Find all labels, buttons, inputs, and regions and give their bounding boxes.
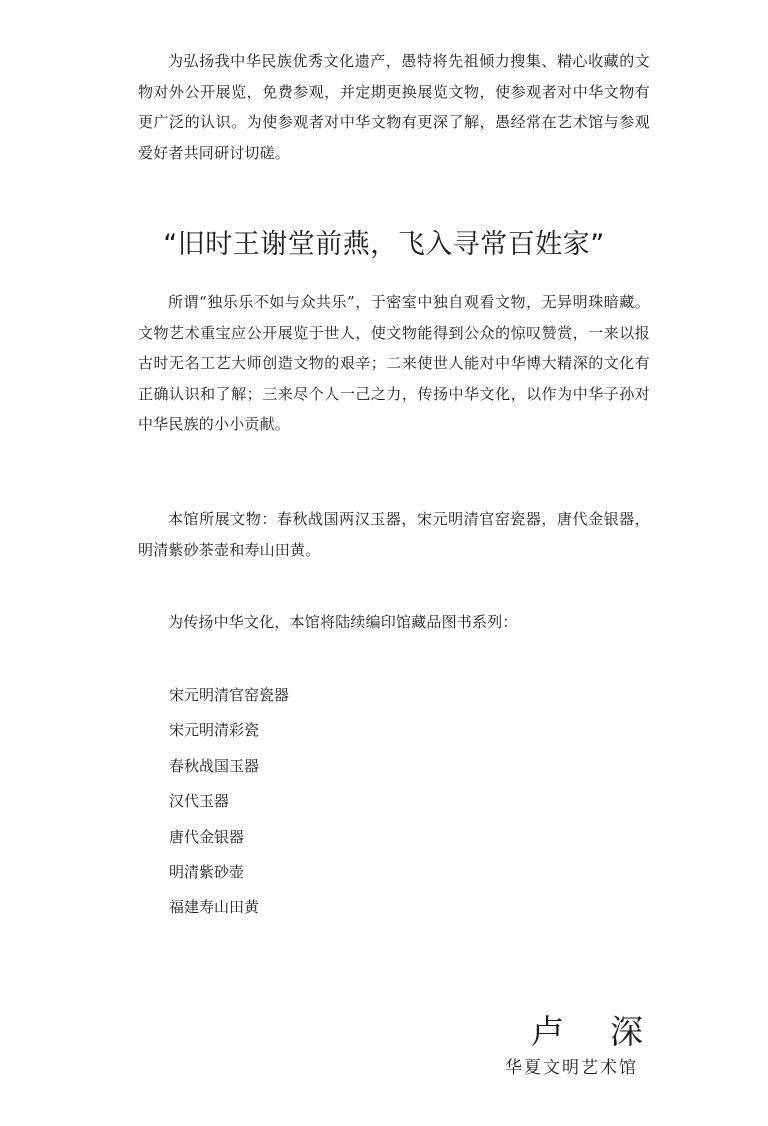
exhibits-paragraph: 本馆所展文物：春秋战国两汉玉器，宋元明清官窑瓷器，唐代金银器，明清紫砂茶壶和寿山田黄。 [138, 510, 650, 559]
signature-name [531, 1006, 643, 1053]
book-item: 福建寿山田黄 [169, 898, 260, 917]
book-series-intro: 为传扬中华文化，本馆将陆续编印馆藏品图书系列： [168, 613, 518, 631]
book-series-list [169, 678, 289, 926]
book-item: 明清紫砂壶 [169, 862, 245, 881]
intro-paragraph: 为弘扬我中华民族优秀文化遗产，愚特将先祖倾力搜集、精心收藏的文物对外公开展览，免费参观，并定期更换展览文物，使参观者对中华文物有更广泛的认识。为使参观者对中华文物有更深了解，愚经常在艺术馆与参观爱好者共同研讨切磋。 [138, 52, 650, 162]
book-item: 春秋战国玉器 [169, 756, 260, 775]
signature-name-first: 卢 [531, 1012, 564, 1051]
quote-title: “旧时王谢堂前燕，飞入寻常百姓家” [163, 229, 605, 260]
book-item: 汉代玉器 [169, 792, 230, 811]
philosophy-paragraph: 所谓“独乐乐不如与众共乐”，于密室中独自观看文物，无异明珠暗藏。文物艺术重宝应公开展览于世人，使文物能得到公众的惊叹赞赏，一来以报古时无名工艺大师创造文物的艰辛；二来使世人能对中华博大精深的文化有正确认识和了解；三来尽个人一己之力，传扬中华文化，以作为中华子孙对中华民族的小小贡献。 [138, 293, 650, 433]
book-item: 唐代金银器 [169, 827, 245, 846]
signature-name-second: 深 [610, 1012, 643, 1051]
book-item: 宋元明清彩瓷 [169, 721, 260, 740]
book-item: 宋元明清官窑瓷器 [169, 686, 290, 704]
signature-organization: 华夏文明艺术馆 [505, 1058, 638, 1078]
